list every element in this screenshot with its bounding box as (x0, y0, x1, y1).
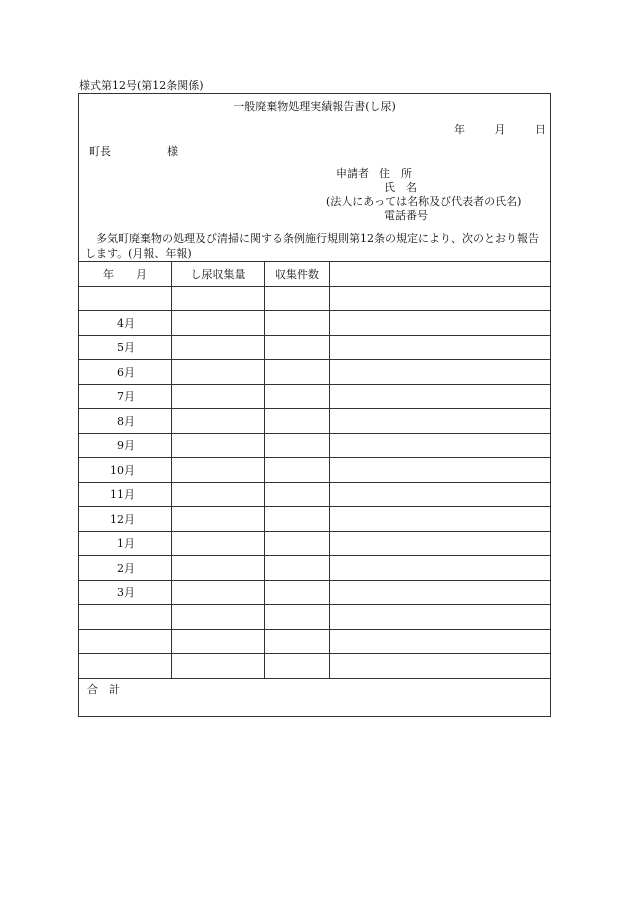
month-cell (79, 605, 172, 630)
note-cell (330, 384, 551, 409)
count-cell (265, 556, 330, 581)
month-cell: 3月 (79, 580, 172, 605)
date-day: 日 (535, 123, 546, 136)
amount-cell (172, 311, 265, 336)
month-cell (79, 654, 172, 679)
month-cell (79, 286, 172, 311)
applicant-block (326, 167, 539, 223)
month-cell: 4月 (79, 311, 172, 336)
note-cell (330, 629, 551, 654)
count-cell (265, 507, 330, 532)
count-cell (265, 360, 330, 385)
report-form (78, 93, 551, 717)
form-title: 一般廃棄物処理実績報告書(し尿) (233, 100, 396, 113)
note-cell (330, 409, 551, 434)
header-year-month: 年 月 (79, 262, 172, 287)
month-cell: 6月 (79, 360, 172, 385)
count-cell (265, 311, 330, 336)
month-cell: 5月 (79, 335, 172, 360)
month-cell: 8月 (79, 409, 172, 434)
note-cell (330, 360, 551, 385)
table-row (79, 531, 550, 556)
count-cell (265, 384, 330, 409)
note-cell (330, 654, 551, 679)
note-cell (330, 311, 551, 336)
header-collection-amount: し尿収集量 (172, 262, 265, 287)
total-label: 合 計 (87, 683, 120, 696)
count-cell (265, 629, 330, 654)
amount-cell (172, 605, 265, 630)
count-cell (265, 286, 330, 311)
report-statement: 多気町廃棄物の処理及び清掃に関する条例施行規則第12条の規定により、次のとおり報告します。(月報、年報) (85, 232, 539, 260)
applicant-phone: 電話番号 (384, 209, 428, 222)
month-cell (79, 629, 172, 654)
date-year: 年 (454, 123, 465, 136)
header-blank (330, 262, 551, 287)
amount-cell (172, 384, 265, 409)
count-cell (265, 531, 330, 556)
date-line (454, 123, 546, 137)
table-row (79, 654, 550, 679)
month-cell: 12月 (79, 507, 172, 532)
form-number: 様式第12号(第12条関係) (79, 79, 204, 92)
amount-cell (172, 458, 265, 483)
table-row (79, 556, 550, 581)
table-row (79, 409, 550, 434)
amount-cell (172, 531, 265, 556)
header-collection-count: 収集件数 (265, 262, 330, 287)
count-cell (265, 654, 330, 679)
table-row (79, 605, 550, 630)
month-cell: 7月 (79, 384, 172, 409)
amount-cell (172, 507, 265, 532)
addressee (89, 145, 178, 159)
note-cell (330, 433, 551, 458)
table-row (79, 335, 550, 360)
note-cell (330, 531, 551, 556)
applicant-corporate-note: (法人にあっては名称及び代表者の氏名) (326, 195, 522, 208)
amount-cell (172, 286, 265, 311)
amount-cell (172, 629, 265, 654)
note-cell (330, 286, 551, 311)
table-row (79, 286, 550, 311)
month-cell: 9月 (79, 433, 172, 458)
count-cell (265, 580, 330, 605)
addressee-name: 町長 (89, 145, 111, 158)
month-cell: 11月 (79, 482, 172, 507)
table-row (79, 507, 550, 532)
applicant-label: 申請者 (336, 167, 369, 180)
note-cell (330, 605, 551, 630)
table-row (79, 360, 550, 385)
note-cell (330, 482, 551, 507)
note-cell (330, 335, 551, 360)
date-month: 月 (494, 123, 506, 136)
note-cell (330, 580, 551, 605)
count-cell (265, 335, 330, 360)
table-row (79, 580, 550, 605)
month-cell: 1月 (79, 531, 172, 556)
addressee-honorific: 様 (167, 145, 178, 158)
applicant-address: 住 所 (379, 167, 412, 180)
table-header (79, 262, 550, 287)
count-cell (265, 458, 330, 483)
month-cell: 10月 (79, 458, 172, 483)
table-row (79, 433, 550, 458)
note-cell (330, 458, 551, 483)
month-cell: 2月 (79, 556, 172, 581)
amount-cell (172, 360, 265, 385)
table-row (79, 458, 550, 483)
note-cell (330, 556, 551, 581)
amount-cell (172, 409, 265, 434)
amount-cell (172, 433, 265, 458)
amount-cell (172, 335, 265, 360)
table-row (79, 384, 550, 409)
table-row (79, 482, 550, 507)
count-cell (265, 605, 330, 630)
count-cell (265, 433, 330, 458)
count-cell (265, 482, 330, 507)
amount-cell (172, 580, 265, 605)
amount-cell (172, 556, 265, 581)
table-row (79, 629, 550, 654)
note-cell (330, 507, 551, 532)
report-table (79, 261, 550, 679)
table-row (79, 311, 550, 336)
total-row (79, 679, 550, 716)
amount-cell (172, 482, 265, 507)
amount-cell (172, 654, 265, 679)
count-cell (265, 409, 330, 434)
applicant-name: 氏 名 (384, 181, 417, 194)
